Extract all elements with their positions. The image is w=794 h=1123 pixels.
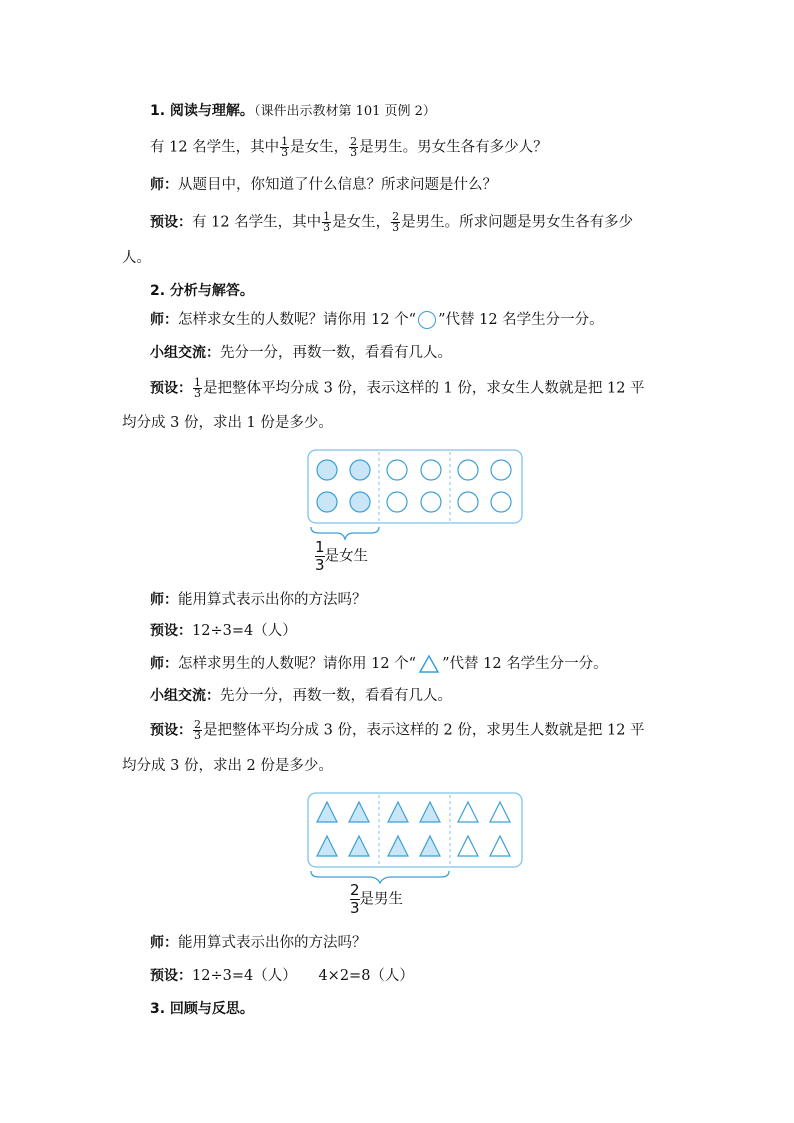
empty-circle <box>491 460 511 480</box>
two-thirds-fraction: $\frac{2}{3}$ <box>350 135 358 159</box>
one-third-fraction: $\frac{1}{3}$ <box>315 538 325 574</box>
section2-heading: 2. 分析与解答。 <box>150 283 254 299</box>
empty-circle <box>458 460 478 480</box>
diagram-frame <box>308 450 522 523</box>
preset-5: 预设：12÷3=4（人） 4×2=8（人） <box>150 968 414 984</box>
one-third-fraction: $\frac{1}{3}$ <box>194 376 201 400</box>
triangle-grouping-diagram <box>305 792 527 912</box>
empty-circle <box>387 492 407 512</box>
teacher-question-4: 师：怎样求男生的人数呢？请你用 12 个“ ”代替 12 名学生分一分。 <box>150 656 608 672</box>
empty-triangle <box>490 836 510 856</box>
empty-triangle <box>458 802 478 822</box>
diagram2-caption: $\frac{2}{3}$ 是男生 <box>350 881 404 917</box>
problem-statement <box>150 137 548 158</box>
teacher-question-2: 师：怎样求女生的人数呢？请你用 12 个“ ”代替 12 名学生分一分。 <box>150 312 604 328</box>
preset-2: 预设： $\frac{1}{3}$ 是把整体平均分成 3 份，表示这样的 1 份，求女生人数就是把 12 平 <box>150 376 645 400</box>
one-third-fraction: $\frac{1}{3}$ <box>281 135 289 159</box>
diagram1-caption: $\frac{1}{3}$ 是女生 <box>315 538 369 574</box>
filled-triangle <box>349 802 369 822</box>
filled-circle <box>317 460 337 480</box>
section1-note: （课件出示教材第 101 页例 2） <box>253 104 436 119</box>
filled-circle <box>350 492 370 512</box>
empty-circle <box>458 492 478 512</box>
section1-heading-line <box>150 101 436 122</box>
two-thirds-fraction: $\frac{2}{3}$ <box>350 881 360 917</box>
group-discussion-1: 小组交流：先分一分，再数一数，看看有几人。 <box>150 345 452 361</box>
filled-triangle <box>388 836 408 856</box>
preset-1-cont: 人。 <box>122 250 151 266</box>
empty-triangle <box>490 802 510 822</box>
preset-1: 预设：有 12 名学生，其中 $\frac{1}{3}$ 是女生， $\frac{2}{3}$ 是男生。所求问题是男女生各有多少 <box>150 210 634 234</box>
two-thirds-fraction: $\frac{2}{3}$ <box>392 210 400 234</box>
empty-circle <box>491 492 511 512</box>
two-thirds-fraction: $\frac{2}{3}$ <box>194 718 201 742</box>
circle-icon <box>418 311 436 329</box>
one-third-fraction: $\frac{1}{3}$ <box>323 210 331 234</box>
preset-4: 预设： $\frac{2}{3}$ 是把整体平均分成 3 份，表示这样的 2 份，求男生人数就是把 12 平 <box>150 718 645 742</box>
preset-3: 预设：12÷3=4（人） <box>150 623 297 639</box>
filled-triangle <box>349 836 369 856</box>
filled-triangle <box>420 836 440 856</box>
teacher-question-5: 师：能用算式表示出你的方法吗？ <box>150 935 367 951</box>
problem-b: 是女生， <box>290 139 349 156</box>
problem-c: 是男生。男女生各有多少人？ <box>359 139 548 156</box>
filled-circle <box>317 492 337 512</box>
filled-triangle <box>420 802 440 822</box>
section3-heading: 3. 回顾与反思。 <box>150 1001 254 1017</box>
teacher-question-1: 师：从题目中，你知道了什么信息？所求问题是什么？ <box>150 177 497 193</box>
empty-circle <box>387 460 407 480</box>
teacher-question-3: 师：能用算式表示出你的方法吗？ <box>150 592 367 608</box>
triangle-icon <box>418 654 440 674</box>
problem-a: 有 12 名学生，其中 <box>150 139 280 156</box>
filled-triangle <box>317 802 337 822</box>
filled-triangle <box>388 802 408 822</box>
empty-circle <box>421 492 441 512</box>
group-discussion-2: 小组交流：先分一分，再数一数，看看有几人。 <box>150 688 452 704</box>
preset-4-cont: 均分成 3 份，求出 2 份是多少。 <box>122 758 333 774</box>
filled-circle <box>350 460 370 480</box>
empty-triangle <box>458 836 478 856</box>
filled-triangle <box>317 836 337 856</box>
empty-circle <box>421 460 441 480</box>
section1-heading: 1. 阅读与理解。 <box>150 103 254 119</box>
preset-2-cont: 均分成 3 份，求出 1 份是多少。 <box>122 415 333 431</box>
